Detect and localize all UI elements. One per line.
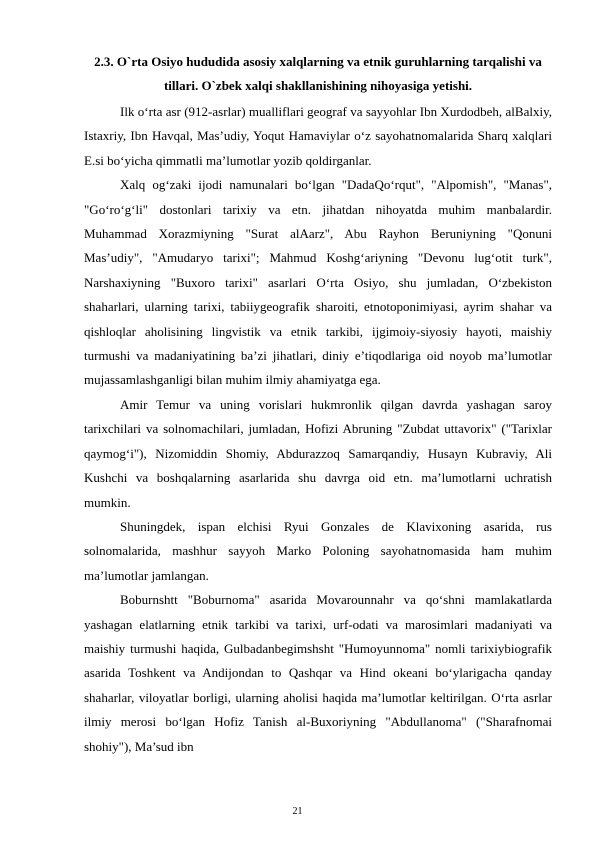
document-page <box>84 50 552 759</box>
paragraph-1: Ilk o‘rta asr (912-asrlar) mualliflari geograf va sayyohlar Ibn Xurdodbeh, alBalxiy, Istaxriy, Ibn Havqal, Mas’udiy, Yoqut Hamaviylar o‘z sayohatnomalarida Sharq xalqlari E.si bo‘yicha qimmatli ma’lumotlar yozib qoldirganlar. <box>84 104 552 168</box>
paragraph-5: Boburnshtt "Boburnoma" asarida Movarounnahr va qo‘shni mamlakatlarda yashagan elatlarning etnik tarkibi va tarixi, urf-odati va marosimlari madaniyati va maishiy turmushi haqida, Gulbadanbegimshsht "Humoyunnoma" nomli tarixiybiografik asarida Toshkent va Andijondan to Qashqar va Hind okeani bo‘ylarigacha qanday shaharlar, viloyatlar borligi, ularning aholisi haqida ma’lumotlar keltirilgan. O‘rta asrlar ilmiy merosi bo‘lgan Hofiz Tanish al-Buxoriyning "Abdullanoma" ("Sharafnomai shohiy"), Ma’sud ibn <box>84 592 552 754</box>
section-heading: 2.3. O`rta Osiyo hududida asosiy xalqlarning va etnik guruhlarning tarqalishi va tillari. O`zbek xalqi shakllanishining nihoyasiga yetishi. <box>94 54 542 93</box>
page-number: 21 <box>292 806 303 817</box>
paragraph-3: Amir Temur va uning vorislari hukmronlik qilgan davrda yashagan saroy tarixchilari va solnomachilari, jumladan, Hofizi Abruning "Zubdat uttavorix" ("Tarixlar qaymog‘i"), Nizomiddin Shomiy, Abdurazzoq Samarqandiy, Husayn Kubraviy, Ali Kushchi va boshqalarning asarlarida shu davrga oid etn. ma’lumotlarni uchratish mumkin. <box>84 396 552 510</box>
paragraph-2: Xalq og‘zaki ijodi namunalari bo‘lgan "DadaQo‘rqut", "Alpomish", "Manas", "Go‘ro‘g‘li" dostonlari tarixiy va etn. jihatdan nihoyatda muhim manbalardir. Muhammad Xorazmiyning "Surat alAarz", Abu Rayhon Beruniyning "Qonuni Mas’udiy", "Amudaryo tarixi"; Mahmud Koshg‘ariyning "Devonu lug‘otit turk", Narshaxiyning "Buxoro tarixi" asarlari O‘rta Osiyo, shu jumladan, O‘zbekiston shaharlari, ularning tarixi, tabiiygeografik sharoiti, etnotoponimiyasi, ayrim shahar va qishloqlar aholisining lingvistik va etnik tarkibi, ijgimoiy-siyosiy hayoti, maishiy turmushi va madaniyatining ba’zi jihatlari, diniy e’tiqodlariga oid noyob ma’lumotlar mujassamlashganligi bilan muhim ilmiy ahamiyatga ega. <box>84 177 552 388</box>
paragraph-4: Shuningdek, ispan elchisi Ryui Gonzales de Klavixoning asarida, rus solnomalarida, mashhur sayyoh Marko Poloning sayohatnomasida ham muhim ma’lumotlar jamlangan. <box>84 518 552 583</box>
